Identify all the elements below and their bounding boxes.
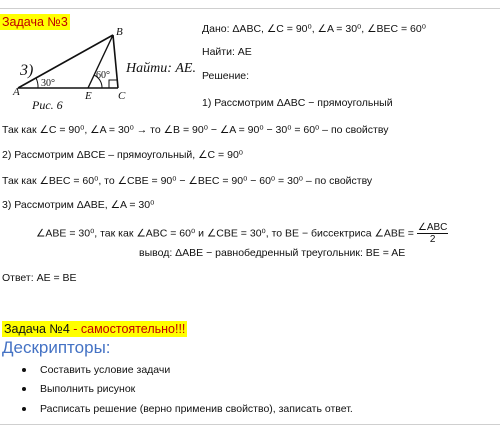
vertex-b-label: B — [116, 26, 123, 38]
solution-line-3: Так как ∠BEC = 60⁰, то ∠CBE = 90⁰ − ∠BEC = 90⁰ − 60⁰ = 30⁰ – по свойству — [2, 175, 373, 187]
bullet-icon — [22, 407, 26, 411]
angle-e-label: 60° — [96, 70, 110, 81]
task4-number: Задача №4 — [4, 322, 70, 336]
descriptor-text: Расписать решение (верно применив свойство), записать ответ. — [40, 403, 353, 415]
given-line: Дано: ΔABC, ∠C = 90⁰, ∠A = 30⁰, ∠BEC = 60⁰ — [202, 23, 426, 35]
descriptor-text: Составить условие задачи — [40, 364, 171, 376]
descriptor-item — [22, 364, 170, 376]
bisector-text: ∠ABE = 30⁰, так как ∠ABC = 60⁰ и ∠CBE = 30⁰, то BE − биссектриса ∠ABE = — [36, 227, 414, 240]
vertex-a-label: A — [13, 86, 20, 98]
solution-line-4: 3) Рассмотрим ΔABE, ∠A = 30⁰ — [2, 199, 155, 211]
find-line: Найти: AE — [202, 46, 252, 58]
figure-caption: Рис. 6 — [32, 98, 63, 112]
descriptor-item — [22, 383, 135, 395]
vertex-c-label: C — [118, 90, 126, 102]
fraction-denominator: 2 — [429, 234, 436, 245]
solution-line-1: Так как ∠C = 90⁰, ∠A = 30⁰ → то ∠B = 90⁰ − ∠A = 90⁰ − 30⁰ = 60⁰ – по свойству — [2, 124, 389, 136]
figure-find: Найти: AE. — [126, 61, 196, 76]
descriptor-item — [22, 403, 353, 415]
answer-line: Ответ: AE = BE — [2, 272, 77, 284]
task4-title — [2, 321, 187, 337]
descriptor-text: Выполнить рисунок — [40, 383, 136, 395]
task4-note: - самостоятельно!!! — [69, 322, 186, 336]
solution-line-2: 2) Рассмотрим ΔBCE – прямоугольный, ∠C = 90⁰ — [2, 149, 243, 161]
solution-line-5 — [36, 222, 448, 245]
step1-line: 1) Рассмотрим ΔABC − прямоугольный — [202, 97, 393, 109]
triangle-figure — [8, 26, 198, 116]
top-border — [0, 8, 500, 9]
vertex-e-label: E — [85, 90, 92, 102]
descriptors-heading: Дескрипторы: — [2, 338, 111, 357]
angle-a-label: 30° — [41, 78, 55, 89]
conclusion-line: вывод: ΔABE − равнобедренный треугольник: BE = AE — [139, 247, 406, 259]
bullet-icon — [22, 368, 26, 372]
fraction-numerator: ∠ABC — [417, 222, 448, 233]
angle-a-arc — [36, 78, 38, 88]
solution-heading: Решение: — [202, 70, 250, 82]
task3-title: Задача №3 — [2, 15, 68, 29]
figure-number: 3) — [20, 62, 34, 79]
angle-fraction — [417, 222, 449, 245]
bullet-icon — [22, 387, 26, 391]
right-angle-mark — [109, 80, 117, 88]
bottom-border — [0, 424, 500, 425]
